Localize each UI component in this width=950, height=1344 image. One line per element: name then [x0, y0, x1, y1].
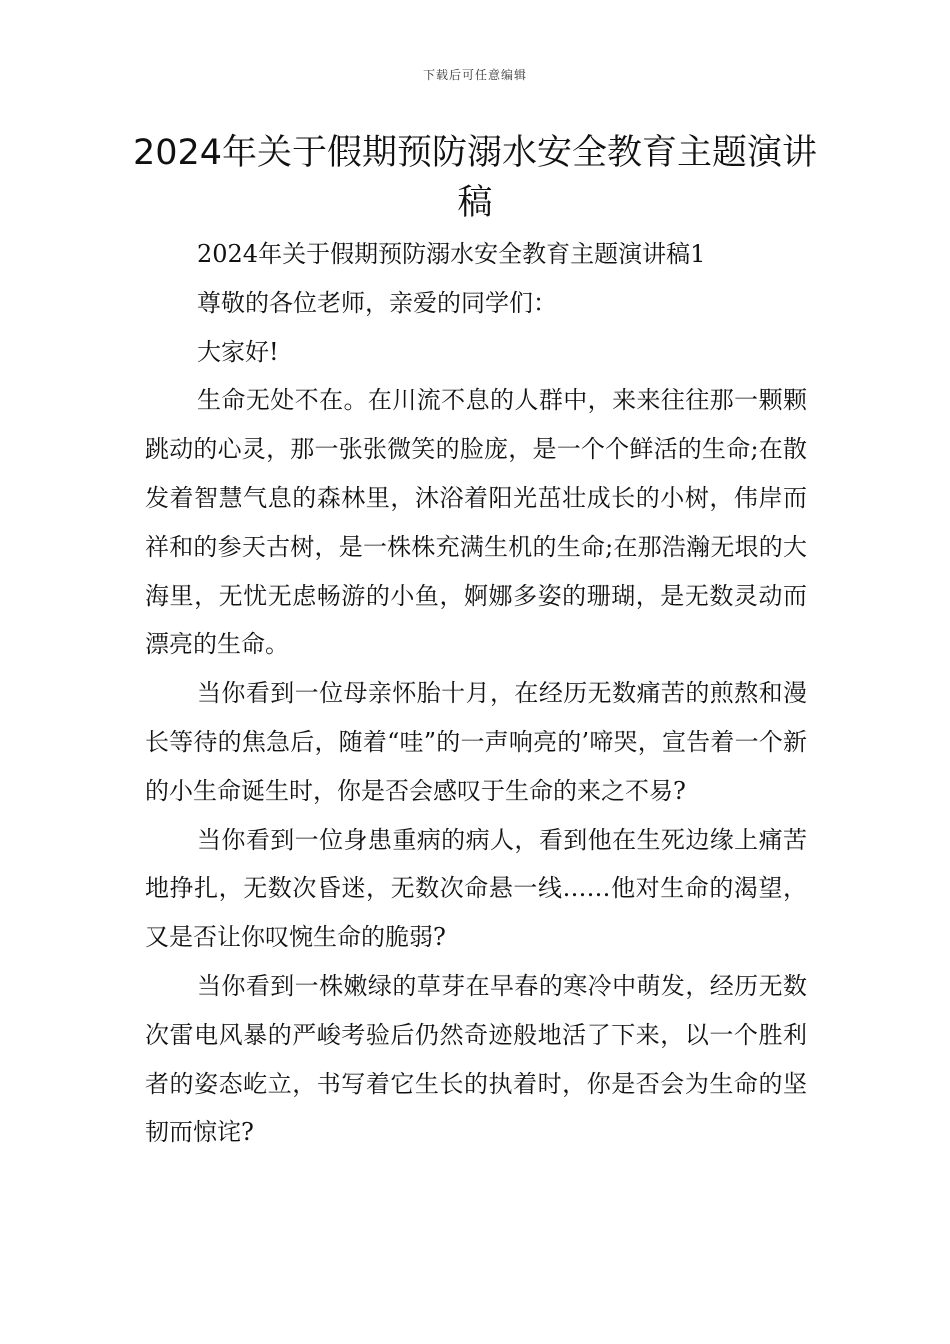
document-body [145, 230, 807, 1157]
document-title: 2024年关于假期预防溺水安全教育主题演讲稿 [132, 133, 818, 223]
header-note: 下载后可任意编辑 [422, 68, 527, 82]
body-paragraph: 当你看到一位身患重病的病人，看到他在生死边缘上痛苦地挣扎，无数次昏迷，无数次命悬一线……他对生命的渴望，又是否让你叹惋生命的脆弱? [145, 825, 807, 952]
greeting-paragraph: 大家好! [197, 337, 279, 366]
body-paragraph: 当你看到一位母亲怀胎十月，在经历无数痛苦的煎熬和漫长等待的焦急后，随着“哇”的一声响亮的’啼哭，宣告着一个新的小生命诞生时，你是否会感叹于生命的来之不易? [145, 679, 807, 805]
body-paragraph: 当你看到一株嫩绿的草芽在早春的寒冷中萌发，经历无数次雷电风暴的严峻考验后仍然奇迹般地活了下来，以一个胜利者的姿态屹立，书写着它生长的执着时，你是否会为生命的坚韧而惊诧? [145, 971, 807, 1147]
subtitle-paragraph: 2024年关于假期预防溺水安全教育主题演讲稿1 [197, 240, 706, 268]
salutation-paragraph: 尊敬的各位老师，亲爱的同学们： [197, 288, 557, 317]
body-paragraph: 生命无处不在。在川流不息的人群中，来来往往那一颗颗跳动的心灵，那一张张微笑的脸庞，是一个个鲜活的生命;在散发着智慧气息的森林里，沐浴着阳光茁壮成长的小树，伟岸而祥和的参天古树，是一株株充满生机的生命;在那浩瀚无垠的大海里，无忧无虑畅游的小鱼，婀娜多姿的珊瑚，是无数灵动而漂亮的生命。 [145, 386, 807, 659]
